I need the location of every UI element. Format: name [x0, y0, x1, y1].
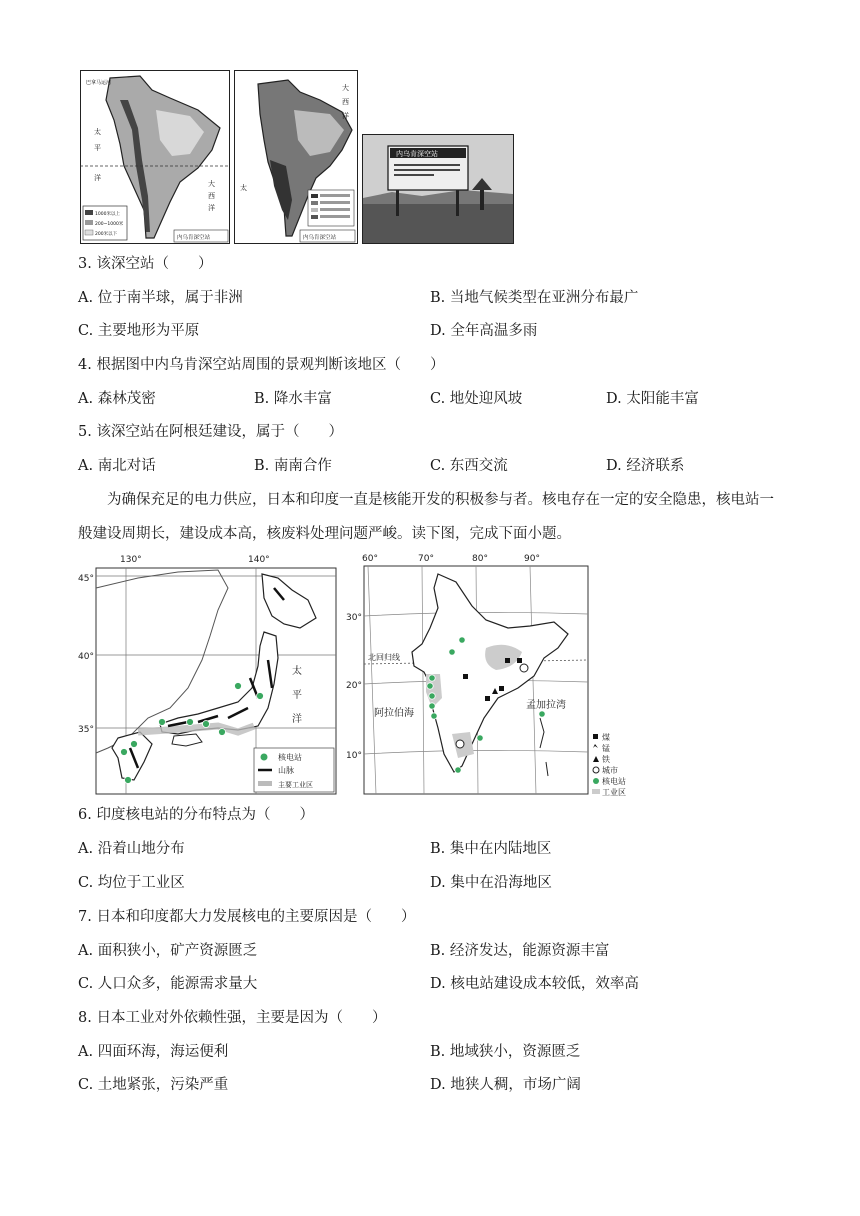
- legend-item: 1000米以上: [95, 212, 120, 217]
- ocean-char: 洋: [342, 112, 349, 120]
- question-6-stem: 6. 印度核电站的分布特点为（ ）: [78, 807, 314, 823]
- question-7-option-d[interactable]: D. 核电站建设成本较低，效率高: [430, 976, 639, 992]
- legend-manganese: 锰: [602, 744, 610, 753]
- ocean-char: 太: [240, 184, 247, 192]
- sea-arabian: 阿拉伯海: [374, 708, 414, 719]
- question-8-option-c[interactable]: C. 土地紧张，污染严重: [78, 1077, 229, 1093]
- legend-iron: 铁: [602, 755, 610, 764]
- lat-label: 10°: [346, 751, 362, 761]
- question-6-option-d[interactable]: D. 集中在沿海地区: [430, 875, 552, 891]
- ocean-char: 大: [342, 84, 349, 92]
- legend-industry: 工业区: [602, 788, 626, 796]
- question-3-option-d[interactable]: D. 全年高温多雨: [430, 323, 538, 339]
- question-7-stem: 7. 日本和印度都大力发展核电的主要原因是（ ）: [78, 909, 416, 925]
- question-5-option-a[interactable]: A. 南北对话: [78, 458, 156, 474]
- question-3-option-a[interactable]: A. 位于南半球，属于非洲: [78, 290, 243, 306]
- sign-text: 内乌肯深空站: [396, 150, 438, 158]
- question-4-stem: 4. 根据图中内乌肯深空站周围的景观判断该地区（ ）: [78, 357, 445, 373]
- legend-item: 200~1000米: [95, 222, 124, 227]
- lat-label: 40°: [78, 652, 94, 662]
- question-6-option-c[interactable]: C. 均位于工业区: [78, 875, 185, 891]
- lon-label: 90°: [524, 554, 540, 564]
- lat-label: 30°: [346, 613, 362, 623]
- legend-city: 城市: [602, 766, 618, 775]
- india-map: [346, 548, 642, 796]
- question-3-stem: 3. 该深空站（ ）: [78, 256, 213, 272]
- question-4-option-b[interactable]: B. 降水丰富: [254, 391, 332, 407]
- legend-coal: 煤: [602, 733, 610, 742]
- question-5-option-d[interactable]: D. 经济联系: [606, 458, 685, 474]
- legend-nuclear: 核电站: [602, 777, 626, 786]
- question-6-option-b[interactable]: B. 集中在内陆地区: [430, 841, 552, 857]
- ocean-char: 平: [292, 690, 302, 701]
- question-4-option-a[interactable]: A. 森林茂密: [78, 391, 156, 407]
- ocean-char: 西: [342, 98, 349, 106]
- legend-nuclear: 核电站: [278, 753, 302, 762]
- intro-paragraph: 为确保充足的电力供应，日本和印度一直是核能开发的积极参与者。核电存在一定的安全隐患，核电站一般建设周期长，建设成本高，核废料处理问题严峻。读下图，完成下面小题。: [78, 492, 774, 542]
- lon-label: 60°: [362, 554, 378, 564]
- legend-industry: 主要工业区: [278, 781, 313, 789]
- ocean-char: 太: [94, 128, 101, 136]
- question-8-stem: 8. 日本工业对外依赖性强，主要是因为（ ）: [78, 1010, 387, 1026]
- question-3-option-b[interactable]: B. 当地气候类型在亚洲分布最广: [430, 290, 639, 306]
- sea-bengal: 孟加拉湾: [526, 700, 566, 711]
- tropic-label: 北回归线: [368, 653, 400, 662]
- question-7-option-c[interactable]: C. 人口众多，能源需求量大: [78, 976, 258, 992]
- legend-item: 200米以下: [95, 232, 118, 237]
- station-landscape-photo: [362, 134, 514, 244]
- question-5-stem: 5. 该深空站在阿根廷建设，属于（ ）: [78, 424, 343, 440]
- question-6-option-a[interactable]: A. 沿着山地分布: [78, 841, 185, 857]
- question-4-option-c[interactable]: C. 地处迎风坡: [430, 391, 523, 407]
- question-5-option-b[interactable]: B. 南南合作: [254, 458, 332, 474]
- question-7-option-b[interactable]: B. 经济发达，能源资源丰富: [430, 943, 610, 959]
- lon-label: 80°: [472, 554, 488, 564]
- question-5-option-c[interactable]: C. 东西交流: [430, 458, 508, 474]
- question-7-option-a[interactable]: A. 面积狭小，矿产资源匮乏: [78, 943, 258, 959]
- ocean-char: 大: [208, 180, 215, 188]
- ocean-char: 洋: [94, 174, 101, 182]
- south-america-terrain-map: [80, 70, 230, 244]
- question-4-option-d[interactable]: D. 太阳能丰富: [606, 391, 699, 407]
- question-3-option-c[interactable]: C. 主要地形为平原: [78, 323, 200, 339]
- ocean-char: 洋: [208, 204, 215, 212]
- lon-label: 140°: [248, 555, 270, 565]
- legend-mountain: 山脉: [278, 766, 294, 775]
- south-america-climate-map: [234, 70, 358, 244]
- lat-label: 20°: [346, 681, 362, 691]
- lon-label: 70°: [418, 554, 434, 564]
- station-label: 内乌肯深空站: [177, 235, 211, 241]
- lon-label: 130°: [120, 555, 142, 565]
- lat-label: 45°: [78, 574, 94, 584]
- question-8-option-d[interactable]: D. 地狭人稠，市场广阔: [430, 1077, 581, 1093]
- lat-label: 35°: [78, 725, 94, 735]
- ocean-char: 太: [292, 666, 302, 677]
- question-8-option-b[interactable]: B. 地域狭小，资源匮乏: [430, 1044, 581, 1060]
- canal-label: 巴拿马运河: [86, 80, 112, 86]
- ocean-char: 西: [208, 192, 215, 200]
- ocean-char: 洋: [292, 714, 302, 725]
- japan-map: [78, 548, 340, 796]
- ocean-char: 平: [94, 144, 101, 152]
- station-label: 内乌肯深空站: [303, 235, 337, 241]
- question-8-option-a[interactable]: A. 四面环海，海运便利: [78, 1044, 229, 1060]
